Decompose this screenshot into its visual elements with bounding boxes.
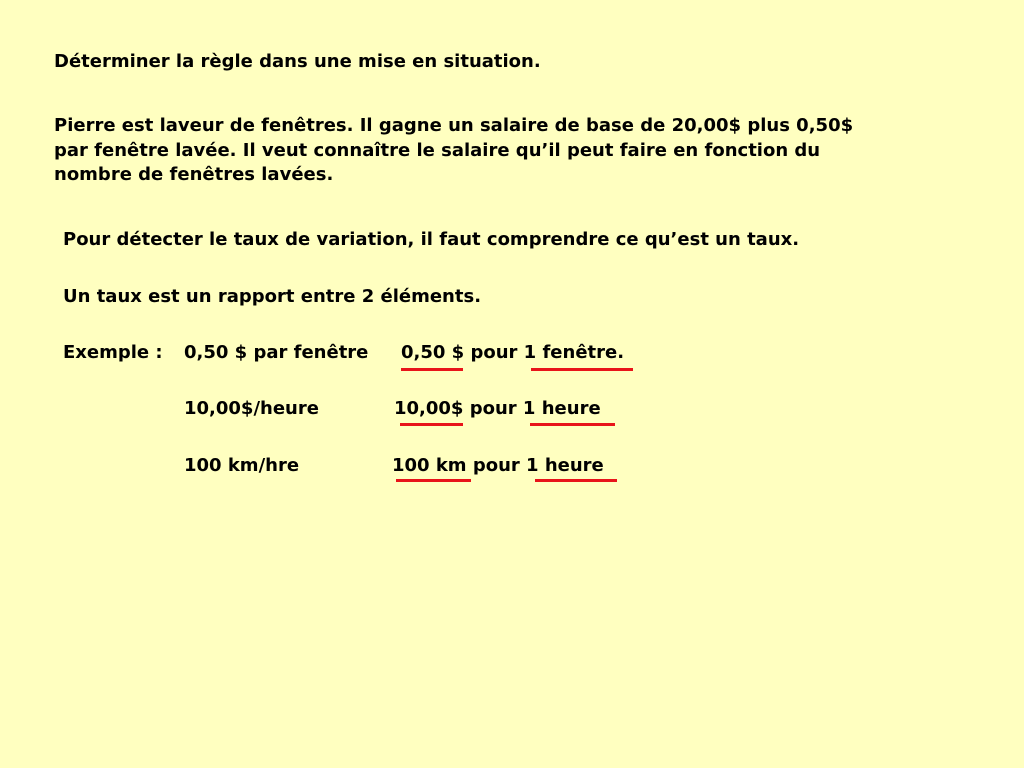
underline-numerator-2	[400, 423, 463, 426]
rate-definition: Un taux est un rapport entre 2 éléments.	[63, 286, 482, 307]
underline-numerator-3	[396, 479, 471, 482]
underline-denominator-2	[530, 423, 615, 426]
example-rate-3: 100 km/hre	[184, 455, 300, 476]
underline-denominator-3	[535, 479, 617, 482]
problem-statement	[54, 114, 954, 188]
slide-title: Déterminer la règle dans une mise en situation.	[54, 51, 541, 72]
example-ratio-2: 10,00$ pour 1 heure	[394, 398, 601, 419]
example-ratio-1: 0,50 $ pour 1 fenêtre.	[401, 342, 625, 363]
underline-numerator-1	[401, 368, 463, 371]
rate-note: Pour détecter le taux de variation, il faut comprendre ce qu’est un taux.	[63, 229, 800, 250]
underline-denominator-1	[531, 368, 633, 371]
problem-line-1: Pierre est laveur de fenêtres. Il gagne un salaire de base de 20,00$ plus 0,50$	[54, 115, 854, 136]
example-ratio-3: 100 km pour 1 heure	[392, 455, 604, 476]
problem-line-3: nombre de fenêtres lavées.	[54, 164, 334, 185]
example-rate-2: 10,00$/heure	[184, 398, 319, 419]
example-label: Exemple :	[63, 342, 163, 363]
example-rate-1: 0,50 $ par fenêtre	[184, 342, 369, 363]
problem-line-2: par fenêtre lavée. Il veut connaître le salaire qu’il peut faire en fonction du	[54, 139, 821, 161]
